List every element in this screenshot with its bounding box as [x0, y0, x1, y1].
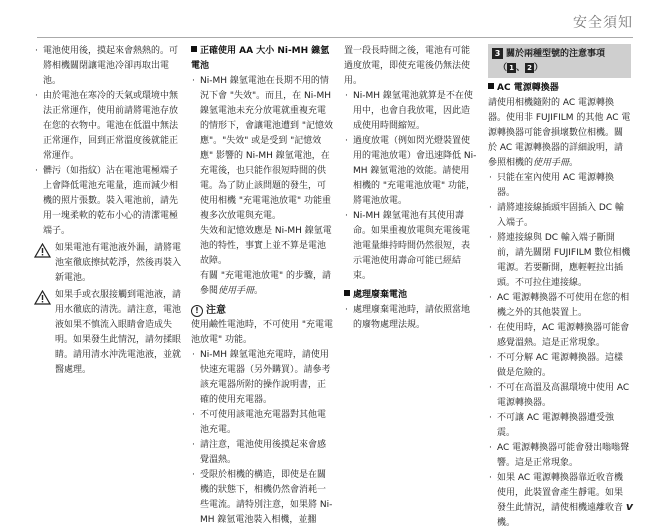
header-divider	[37, 37, 633, 38]
list-item: · 不可在高溫及高濕環境中使用 AC 電源轉換器。	[488, 381, 631, 411]
section-box	[488, 44, 631, 78]
page-title: 安全須知	[573, 15, 633, 31]
model-1-badge: 1	[507, 63, 516, 73]
square-bullet-icon	[191, 46, 197, 52]
square-bullet-icon	[344, 290, 350, 296]
list-item: · 將連接線與 DC 輸入端子斷開前，請先關閉 FUJIFILM 數位相機電源。若要斷開，應輕輕拉出插頭。不可拉住連接線。	[488, 231, 631, 291]
list-item: · 電池使用後，摸起來會熱熱的。可將相機關閉讓電池冷卻再取出電池。	[34, 44, 181, 89]
warning-block	[34, 288, 181, 378]
warning-icon	[34, 290, 51, 305]
list-item: · Ni-MH 鎳氫電池有其使用壽命。如果重複放電與充電後電池電量維持時間仍然很短，表示電池使用壽命可能已經結束。	[344, 209, 478, 284]
model-badges: （ 1 、 2 ）	[498, 63, 544, 73]
warning-icon	[34, 243, 51, 258]
list-item: · Ni-MH 鎳氫電池在長期不用的情況下會 "失效"。而且，在 Ni-MH 鎳氫電池未充分放電就重複充電的情形下，會讓電池遭到 "記憶效應"。"失效" 或是受到 "記憶效應" 影響的 Ni-MH 鎳氫電池，在充電後，也只能作很短時間的供電。為了防止該問題的發生，可使用相機 "充電電池放電" 功能重複多次放電與充電。 失效和記憶效應是 Ni-MH 鎳氫電池的特性，事實上並不算是電池故障。 有關 "充電電池放電" 的步驟，請參閱使用手冊。	[191, 74, 334, 299]
column-2	[191, 44, 334, 528]
ac-adapter-list	[488, 171, 631, 531]
section-heading: 正確使用 AA 大小 Ni-MH 鎳氫電池	[191, 46, 330, 71]
note-text: 使用鹼性電池時，不可使用 "充電電池放電" 功能。	[191, 320, 334, 345]
continued-text: 置一段長時間之後，電池有可能過度放電，即使充電後仍無法使用。	[344, 46, 471, 86]
exclamation-icon: !	[191, 305, 203, 317]
note-heading: ! 注意	[191, 303, 334, 318]
list-item: · Ni-MH 鎳氫電池就算是不在使用中，也會自我放電，因此造成使用時間縮短。	[344, 89, 478, 134]
list-item: · 只能在室內使用 AC 電源轉換器。	[488, 171, 631, 201]
list-item: · 不可分解 AC 電源轉換器。這樣做是危險的。	[488, 351, 631, 381]
list-item: · 髒污（如指紋）沾在電池電極端子上會降低電池充電量，進而減少相機的照片張數。裝入電池前，請先用一塊柔軟的乾布小心的清潔電極端子。	[34, 164, 181, 239]
list-item: · 處理廢棄電池時，請依照當地的廢物處理法規。	[344, 303, 478, 333]
list-item: · Ni-MH 鎳氫電池充電時，請使用快速充電器（另外購買）。請參考該充電器所附的操作說明書，正確的使用充電器。	[191, 348, 334, 408]
model-2-badge: 2	[525, 63, 534, 73]
page-number: v	[625, 500, 633, 513]
list-item: · 在使用時，AC 電源轉換器可能會感覺溫熱。這是正常現象。	[488, 321, 631, 351]
list-item: · 請將連接線插頭牢固插入 DC 輸入端子。	[488, 201, 631, 231]
list-item: · AC 電源轉換器可能會發出嗡嗡聲響。這是正常現象。	[488, 441, 631, 471]
section-number: 3	[492, 48, 503, 59]
list-item: · 不可讓 AC 電源轉換器遭受強震。	[488, 411, 631, 441]
manual-reference: 使用手冊	[533, 158, 570, 168]
section-heading: 處理廢棄電池	[344, 288, 478, 303]
section-heading: AC 電源轉換器	[488, 81, 631, 96]
list-item: · 由於電池在寒冷的天氣或環境中無法正常運作，使用前請將電池存放在您的衣物中。電池在低溫中無法正常運作，回到正常溫度後就能正常運作。	[34, 89, 181, 164]
column-4	[488, 44, 631, 531]
list-item: · AC 電源轉換器不可使用在您的相機之外的其他裝置上。	[488, 291, 631, 321]
list-item: · 不可使用該電池充電器對其他電池充電。	[191, 408, 334, 438]
list-item: · 請注意，電池使用後摸起來會感覺溫熱。	[191, 438, 334, 468]
list-item: · 受限於相機的構造，即使是在關機的狀態下，相機仍然會消耗一些電流。請特別注意，如果將 Ni-MH 鎳氫電池裝入相機，並擱	[191, 468, 334, 528]
warning-block	[34, 241, 181, 286]
list-item: · 如果 AC 電源轉換器靠近收音機使用，此裝置會產生靜電。如果發生此情況，請使相機遠離收音機。	[488, 471, 631, 531]
column-3	[344, 44, 478, 333]
manual-reference: 使用手冊	[218, 286, 255, 296]
intro-text: 請使用相機隨附的 AC 電源轉換器。使用非 FUJIFILM 的其他 AC 電源轉換器可能會損壞數位相機。關於 AC 電源轉換器的詳細說明，請參照相機的使用手冊。	[488, 98, 631, 168]
list-item: · 過度放電（例如閃光燈裝置使用的電池放電）會迅速降低 Ni-MH 鎳氫電池的效能。請使用相機的 "充電電池放電" 功能，將電池放電。	[344, 134, 478, 209]
column-1	[34, 44, 181, 378]
warning-text: 如果電池有電池液外漏，請將電池室徹底擦拭乾淨，然後再裝入新電池。	[55, 243, 182, 283]
section-box-title: 關於兩種型號的注意事項	[506, 49, 606, 59]
square-bullet-icon	[488, 83, 494, 89]
warning-text: 如果手或衣服接觸到電池液，請用水徹底的清洗。請注意，電池液如果不慎流入眼睛會造成失明。如果發生此情況，請勿揉眼睛。請用清水沖洗電池液，並就醫處理。	[55, 290, 182, 375]
